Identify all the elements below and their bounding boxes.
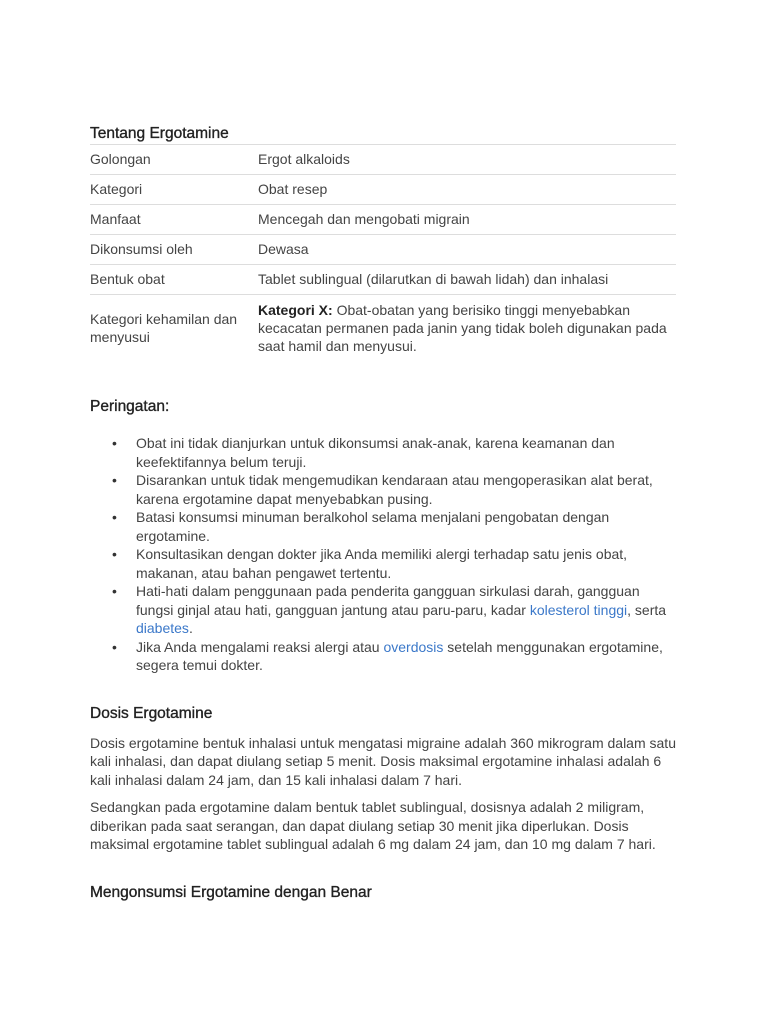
- list-item-text: Obat ini tidak dianjurkan untuk dikonsumsi anak-anak, karena keamanan dan keefektifannya belum teruji.: [136, 435, 615, 470]
- table-row: [90, 205, 676, 235]
- row-value: [258, 295, 676, 363]
- bullet: •: [112, 583, 117, 599]
- bullet: •: [112, 638, 117, 655]
- list-item-text: .: [188, 620, 193, 636]
- row-key: Dikonsumsi oleh: [90, 235, 258, 265]
- row-key: Manfaat: [90, 205, 258, 235]
- usage-title: Mengonsumsi Ergotamine dengan Benar: [90, 883, 372, 901]
- list-item-text: Disarankan untuk tidak mengemudikan kendaraan atau mengoperasikan alat berat, karena ergotamine dapat menyebabkan pusing.: [136, 472, 653, 507]
- warnings-list: [90, 434, 678, 675]
- row-key: Bentuk obat: [90, 265, 258, 295]
- pregnancy-category-text: Obat-obatan yang berisiko tinggi menyebabkan kecacatan permanen pada janin yang tidak boleh digunakan pada saat hamil dan menyusui.: [258, 302, 667, 354]
- dosage-paragraph-2: Sedangkan pada ergotamine dalam bentuk tablet sublingual, dosisnya adalah 2 miligram, diberikan pada saat serangan, dan dapat diulang setiap 30 menit jika diperlukan. Dosis maksimal ergotamine tablet sublingual adalah 6 mg dalam 24 jam, dan 10 mg dalam 7 hari.: [90, 799, 656, 852]
- table-row-pregnancy: [90, 295, 676, 363]
- link-kolesterol-tinggi[interactable]: kolesterol tinggi: [529, 601, 628, 618]
- table-row: [90, 235, 676, 265]
- row-value: Mencegah dan mengobati migrain: [258, 205, 676, 235]
- bullet: •: [112, 509, 117, 525]
- about-table: [90, 144, 676, 362]
- dosage-title: Dosis Ergotamine: [90, 704, 213, 722]
- row-value: Tablet sublingual (dilarutkan di bawah lidah) dan inhalasi: [258, 265, 676, 295]
- row-key: Kategori: [90, 175, 258, 205]
- table-row: [90, 265, 676, 295]
- row-value: Obat resep: [258, 175, 676, 205]
- row-value: Dewasa: [258, 235, 676, 265]
- list-item: [90, 434, 678, 471]
- list-item-text: Jika Anda mengalami reaksi alergi atau: [136, 638, 384, 655]
- list-item: [90, 638, 678, 675]
- list-item-text: setelah menggunakan ergotamine, segera temui dokter.: [136, 638, 663, 673]
- list-item: [90, 471, 678, 508]
- list-item: [90, 545, 678, 582]
- list-item: [90, 508, 678, 545]
- dosage-paragraph-1: Dosis ergotamine bentuk inhalasi untuk mengatasi migraine adalah 360 mikrogram dalam satu kali inhalasi, dan dapat diulang setiap 5 menit. Dosis maksimal ergotamine inhalasi adalah 6 kali inhalasi dalam 24 jam, dan 15 kali inhalasi dalam 7 hari.: [90, 734, 676, 788]
- row-key: Golongan: [90, 145, 258, 175]
- table-row: [90, 175, 676, 205]
- list-item-text: Hati-hati dalam penggunaan pada penderita gangguan sirkulasi darah, gangguan fungsi ginjal atau hati, gangguan jantung atau paru-paru, kadar: [136, 583, 640, 618]
- row-value: Ergot alkaloids: [258, 145, 676, 175]
- list-item-text: Batasi konsumsi minuman beralkohol selama menjalani pengobatan dengan ergotamine.: [136, 509, 610, 544]
- bullet: •: [112, 435, 117, 451]
- row-key: Kategori kehamilan dan menyusui: [90, 295, 258, 363]
- table-row: [90, 145, 676, 175]
- link-diabetes[interactable]: diabetes: [136, 620, 189, 636]
- warnings-title: Peringatan:: [90, 398, 170, 415]
- about-title: Tentang Ergotamine: [90, 125, 229, 142]
- link-overdosis[interactable]: overdosis: [383, 638, 444, 655]
- bullet: •: [112, 546, 117, 562]
- list-item-text: , serta: [627, 601, 667, 618]
- article-content: [90, 124, 678, 903]
- pregnancy-category-label: Kategori X:: [258, 302, 333, 318]
- list-item-text: Konsultasikan dengan dokter jika Anda memiliki alergi terhadap satu jenis obat, makanan, atau bahan pengawet tertentu.: [136, 546, 628, 581]
- bullet: •: [112, 472, 117, 488]
- list-item: [90, 582, 678, 638]
